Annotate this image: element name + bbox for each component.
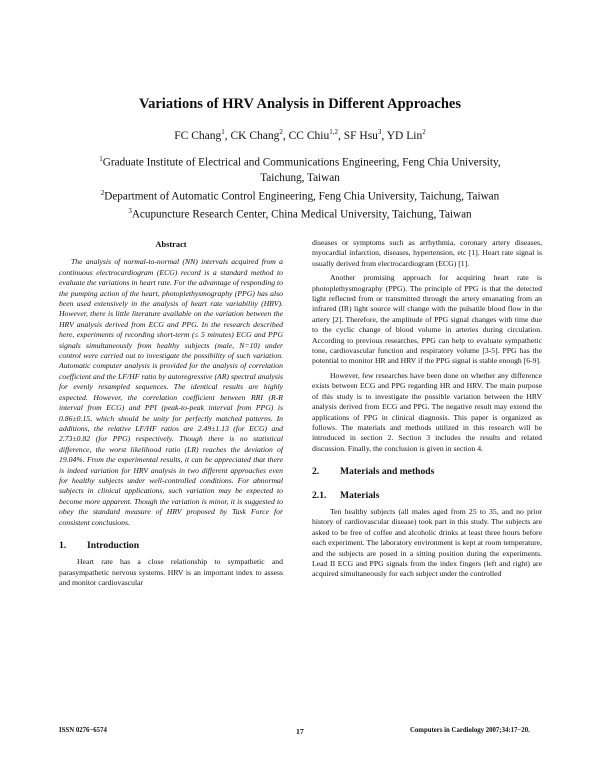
footer-issn: ISSN 0276−6574: [59, 727, 107, 734]
footer-journal: Computers in Cardiology 2007;34:17−20.: [410, 727, 530, 734]
intro-paragraph-continued: diseases or symptoms such as arrhythmia, coronary artery diseases, myocardial infarction, diseases, hypertension, etc [1]. Heart rate signal is usually derived from electrocardiogram (ECG) [1].: [312, 238, 542, 268]
author: SF Hsu$^3$,: [343, 128, 387, 142]
author-list: [0, 128, 600, 142]
left-column: [59, 240, 283, 593]
author: CK Chang$^2$,: [230, 128, 289, 142]
author: FC Chang$^1$,: [174, 128, 231, 142]
right-column: [312, 238, 542, 584]
abstract-heading: Abstract: [155, 240, 187, 249]
abstract-text: The analysis of normal-to-normal (NN) intervals acquired from a continuous electrocardiogram (ECG) record is a standard method to evaluate the variations in heart rate. For the advantage of responding to the pumping action of the heart, photoplethysmography (PPG) has also been used extensively in the analysis of heart rate variability (HRV). However, there is little literature available on the variation between the HRV analysis derived from ECG and PPG. In the research described here, experiments of recording short-term (≤ 5 minutes) ECG and PPG signals simultaneously from healthy subjects (male, N=10) under control were carried out to investigate the possibility of such variation. Automatic computer analysis is provided for the analysis of correlation coefficient and the LF/HF ratio by autoregressive (AR) spectral analysis for evenly resampled sequences. The identical results are highly expected. However, the correlation coefficient between RRI (R-R interval from ECG) and PPI (peak-to-peak interval from PPG) is 0.86±0.15, which should be unity for perfectly matched patterns. In additions, the relative LF/HF ratios are 2.49±1.13 (for ECG) and 2.73±0.82 (for PPG) respectively. Though there is no statistical difference, the worst likelihood ratio (LR) reaches the deviation of 19.04%. From the experimental results, it can be appreciated that there is indeed variation for HRV analysis in two different approaches even for healthy subjects under well-controlled conditions. For abnormal subjects in clinical applications, such variation may be expected to become more apparent. Though the variation is minor, it is suggested to obey the standard measure of HRV proposed by Task Force for consistent conclusions.: [59, 257, 283, 527]
author: YD Lin$^2$: [386, 128, 426, 142]
author: CC Chiu$^{1,2}$,: [288, 128, 344, 142]
affiliation: $^1$Graduate Institute of Electrical and Communications Engineering, Feng Chia University, Taichung, Taiwan: [99, 155, 501, 184]
page-number: 17: [296, 727, 304, 736]
intro-paragraph: However, few researches have been done on whether any difference exists between ECG and PPG regarding HR and HRV. The main purpose of this study is to investigate the possible variation between the HRV analysis derived from ECG and PPG. The negative result may extend the applications of PPG in clinical diagnosis. This paper is organized as follows. The materials and methods utilized in this research will be introduced in section 2. Section 3 includes the results and related discussion. Finally, the conclusion is given in section 4.: [312, 370, 542, 453]
section-heading-methods: 2. Materials and methods: [312, 466, 435, 478]
affiliation: $^3$Acupuncture Research Center, China Medical University, Taichung, Taiwan: [128, 207, 472, 222]
intro-paragraph: Another promising approach for acquiring heart rate is photoplethysmography (PPG). The principle of PPG is that the detected light reflected from or transmitted through the artery emanating from an infrared (IR) light source will change with the pulsatile blood flow in the artery [2]. Therefore, the amplitude of PPG signal changes with time due to the cyclic change of blood volume in arteries during circulation. According to previous researches, PPG can help to evaluate sympathetic tone, cardiovascular function and respiratory volume [3-5]. PPG has the potential to monitor HR and HRV if the PPG signal is stable enough [6-9].: [312, 273, 542, 366]
section-heading-introduction: 1. Introduction: [59, 539, 140, 551]
subsection-heading-materials: 2.1. Materials: [312, 489, 380, 501]
materials-paragraph: Ten healthy subjects (all males aged from 25 to 35, and no prior history of cardiovascular disease) took part in this study. The subjects are asked to be free of coffee and alcoholic drinks at least three hours before each experiment. The laboratory environment is kept at room temperature, and the subjects are posed in a sitting position during the experiments. Lead II ECG and PPG signals from the index fingers (left and right) are acquired simultaneously for each subject under the controlled: [312, 506, 542, 579]
paper-title: Variations of HRV Analysis in Different Approaches: [138, 96, 462, 112]
affiliation: $^2$Department of Automatic Control Engineering, Feng Chia University, Taichung, Taiwan: [100, 188, 500, 203]
affiliations: [80, 152, 520, 223]
intro-paragraph: Heart rate has a close relationship to sympathetic and parasympathetic nervous systems. HRV is an important index to assess and monitor cardiovascular: [59, 557, 283, 588]
